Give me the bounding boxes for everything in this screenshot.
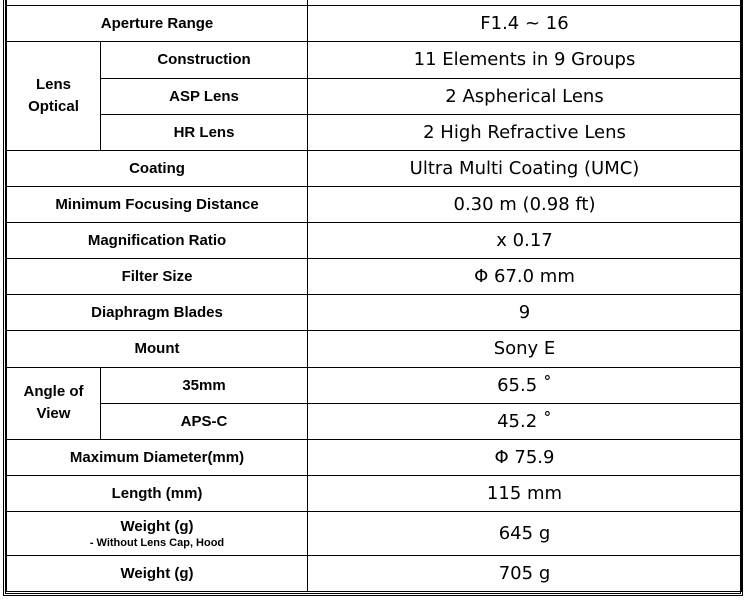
angle-35mm-label: 35mm: [101, 367, 308, 403]
table-row: [7, 555, 742, 591]
table-row: [7, 222, 742, 258]
table-row: [7, 367, 742, 403]
coating-value: Ultra Multi Coating (UMC): [308, 150, 742, 186]
aperture-range-label: Aperture Range: [7, 5, 308, 41]
angle-of-view-group-label: Angle of View: [7, 367, 101, 439]
min-focus-label: Minimum Focusing Distance: [7, 186, 308, 222]
weight-bare-value: 645 g: [308, 511, 742, 555]
filter-size-label: Filter Size: [7, 258, 308, 294]
max-diameter-value: Φ 75.9: [308, 439, 742, 475]
length-value: 115 mm: [308, 475, 742, 511]
lens-spec-table: [6, 0, 742, 592]
table-row: [7, 150, 742, 186]
mount-label: Mount: [7, 330, 308, 367]
hr-lens-value: 2 High Refractive Lens: [308, 114, 742, 150]
angle-apsc-label: APS-C: [101, 403, 308, 439]
construction-value: 11 Elements in 9 Groups: [308, 41, 742, 78]
table-row: [7, 475, 742, 511]
table-row: [7, 78, 742, 114]
asp-lens-label: ASP Lens: [101, 78, 308, 114]
min-focus-value: 0.30 m (0.98 ft): [308, 186, 742, 222]
weight-label: Weight (g): [7, 555, 308, 591]
table-row: [7, 330, 742, 367]
mount-value: Sony E: [308, 330, 742, 367]
angle-apsc-value: 45.2 ˚: [308, 403, 742, 439]
table-row: [7, 511, 742, 555]
aperture-range-value: F1.4 ~ 16: [308, 5, 742, 41]
table-row: [7, 114, 742, 150]
hr-lens-label: HR Lens: [101, 114, 308, 150]
construction-label: Construction: [101, 41, 308, 78]
weight-bare-label: Weight (g): [120, 517, 194, 535]
table-row: [7, 258, 742, 294]
length-label: Length (mm): [7, 475, 308, 511]
angle-35mm-value: 65.5 ˚: [308, 367, 742, 403]
table-row: [7, 186, 742, 222]
lens-optical-group-label: Lens Optical: [7, 41, 101, 150]
weight-value: 705 g: [308, 555, 742, 591]
table-row: [7, 5, 742, 41]
weight-bare-note: - Without Lens Cap, Hood: [89, 536, 225, 549]
filter-size-value: Φ 67.0 mm: [308, 258, 742, 294]
asp-lens-value: 2 Aspherical Lens: [308, 78, 742, 114]
coating-label: Coating: [7, 150, 308, 186]
table-row: [7, 403, 742, 439]
diaphragm-blades-label: Diaphragm Blades: [7, 294, 308, 330]
weight-bare-cell: [7, 511, 308, 555]
magnification-label: Magnification Ratio: [7, 222, 308, 258]
table-row: [7, 41, 742, 78]
magnification-value: x 0.17: [308, 222, 742, 258]
diaphragm-blades-value: 9: [308, 294, 742, 330]
max-diameter-label: Maximum Diameter(mm): [7, 439, 308, 475]
table-row: [7, 439, 742, 475]
table-row: [7, 294, 742, 330]
